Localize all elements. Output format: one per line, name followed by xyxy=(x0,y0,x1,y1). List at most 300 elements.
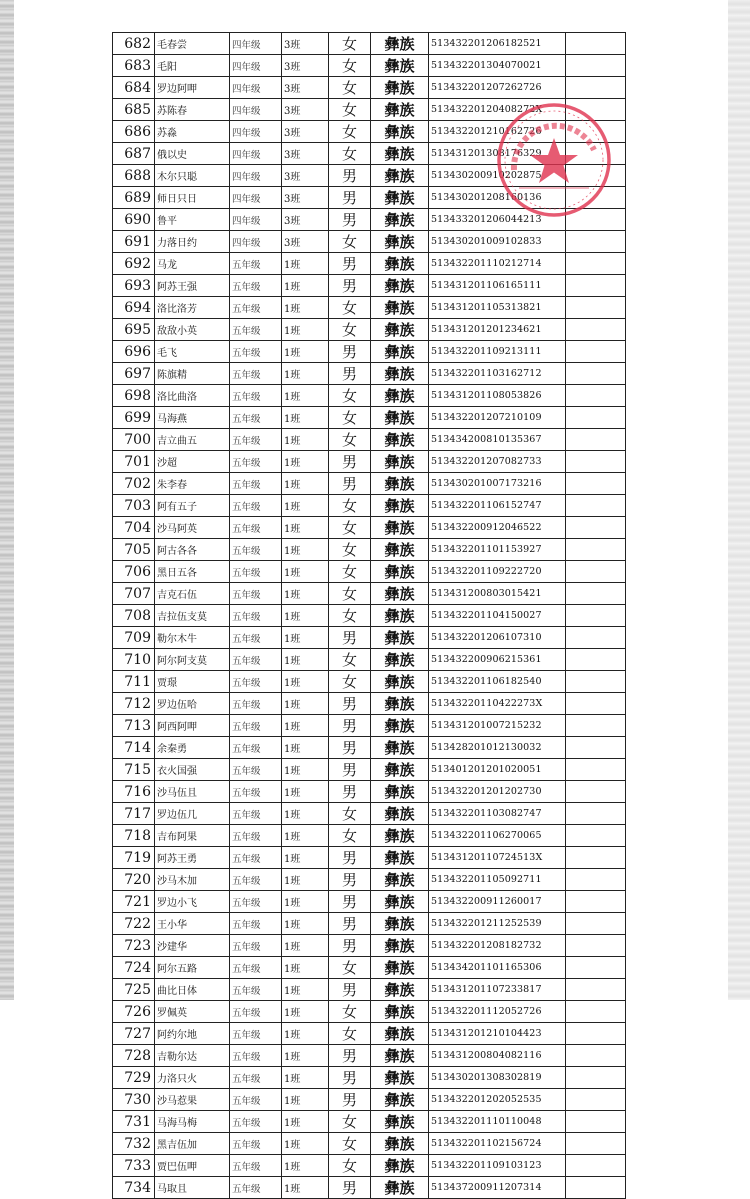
gender-cell: 男 xyxy=(329,781,371,803)
table-row xyxy=(113,341,626,363)
empty-cell xyxy=(566,583,626,605)
grade-cell: 五年级 xyxy=(230,1089,282,1111)
table-row xyxy=(113,1089,626,1111)
ethnicity-cell: 彝族 xyxy=(371,605,429,627)
row-number: 700 xyxy=(113,429,155,451)
ethnicity-cell: 彝族 xyxy=(371,1155,429,1177)
ethnicity-cell: 彝族 xyxy=(371,451,429,473)
class-cell: 3班 xyxy=(282,33,329,55)
row-number: 733 xyxy=(113,1155,155,1177)
table-row xyxy=(113,1023,626,1045)
table-row xyxy=(113,979,626,1001)
id-number-cell: 513432201206107310 xyxy=(429,627,566,649)
table-row xyxy=(113,891,626,913)
empty-cell xyxy=(566,671,626,693)
row-number: 701 xyxy=(113,451,155,473)
student-name: 陈旗精 xyxy=(155,363,230,385)
grade-cell: 五年级 xyxy=(230,1133,282,1155)
table-row xyxy=(113,693,626,715)
gender-cell: 男 xyxy=(329,253,371,275)
class-cell: 1班 xyxy=(282,429,329,451)
row-number: 695 xyxy=(113,319,155,341)
gender-cell: 男 xyxy=(329,891,371,913)
ethnicity-cell: 彝族 xyxy=(371,231,429,253)
table-row xyxy=(113,1155,626,1177)
student-name: 吉勒尔达 xyxy=(155,1045,230,1067)
gender-cell: 女 xyxy=(329,561,371,583)
gender-cell: 男 xyxy=(329,627,371,649)
row-number: 709 xyxy=(113,627,155,649)
id-number-cell: 513431201107233817 xyxy=(429,979,566,1001)
class-cell: 1班 xyxy=(282,297,329,319)
empty-cell xyxy=(566,627,626,649)
ethnicity-cell: 彝族 xyxy=(371,825,429,847)
row-number: 718 xyxy=(113,825,155,847)
row-number: 729 xyxy=(113,1067,155,1089)
grade-cell: 五年级 xyxy=(230,275,282,297)
empty-cell xyxy=(566,737,626,759)
ethnicity-cell: 彝族 xyxy=(371,297,429,319)
student-name: 罗边阿呷 xyxy=(155,77,230,99)
id-number-cell: 513432201106270065 xyxy=(429,825,566,847)
id-number-cell: 513431201308176329 xyxy=(429,143,566,165)
gender-cell: 男 xyxy=(329,1067,371,1089)
row-number: 717 xyxy=(113,803,155,825)
grade-cell: 五年级 xyxy=(230,1067,282,1089)
ethnicity-cell: 彝族 xyxy=(371,671,429,693)
grade-cell: 五年级 xyxy=(230,451,282,473)
row-number: 719 xyxy=(113,847,155,869)
empty-cell xyxy=(566,1023,626,1045)
ethnicity-cell: 彝族 xyxy=(371,495,429,517)
grade-cell: 五年级 xyxy=(230,649,282,671)
table-row xyxy=(113,781,626,803)
row-number: 715 xyxy=(113,759,155,781)
gender-cell: 女 xyxy=(329,33,371,55)
class-cell: 1班 xyxy=(282,759,329,781)
table-row xyxy=(113,803,626,825)
grade-cell: 四年级 xyxy=(230,187,282,209)
ethnicity-cell: 彝族 xyxy=(371,187,429,209)
student-name: 黑吉伍加 xyxy=(155,1133,230,1155)
id-number-cell: 513431201007215232 xyxy=(429,715,566,737)
gender-cell: 女 xyxy=(329,1155,371,1177)
ethnicity-cell: 彝族 xyxy=(371,781,429,803)
scan-edge-left xyxy=(0,0,14,1000)
class-cell: 1班 xyxy=(282,385,329,407)
id-number-cell: 513430200910202875 xyxy=(429,165,566,187)
class-cell: 3班 xyxy=(282,209,329,231)
gender-cell: 男 xyxy=(329,275,371,297)
grade-cell: 五年级 xyxy=(230,671,282,693)
table-row xyxy=(113,407,626,429)
class-cell: 1班 xyxy=(282,275,329,297)
class-cell: 1班 xyxy=(282,957,329,979)
gender-cell: 男 xyxy=(329,737,371,759)
gender-cell: 女 xyxy=(329,825,371,847)
class-cell: 1班 xyxy=(282,517,329,539)
class-cell: 1班 xyxy=(282,671,329,693)
empty-cell xyxy=(566,429,626,451)
id-number-cell: 513430201007173216 xyxy=(429,473,566,495)
id-number-cell: 513432201210162726 xyxy=(429,121,566,143)
student-name: 俄以史 xyxy=(155,143,230,165)
grade-cell: 五年级 xyxy=(230,869,282,891)
table-row xyxy=(113,737,626,759)
row-number: 714 xyxy=(113,737,155,759)
grade-cell: 五年级 xyxy=(230,561,282,583)
ethnicity-cell: 彝族 xyxy=(371,803,429,825)
id-number-cell: 513432200912046522 xyxy=(429,517,566,539)
ethnicity-cell: 彝族 xyxy=(371,209,429,231)
class-cell: 1班 xyxy=(282,1001,329,1023)
id-number-cell: 513432201110212714 xyxy=(429,253,566,275)
table-row xyxy=(113,825,626,847)
ethnicity-cell: 彝族 xyxy=(371,1133,429,1155)
student-name: 吉布阿果 xyxy=(155,825,230,847)
grade-cell: 四年级 xyxy=(230,99,282,121)
grade-cell: 五年级 xyxy=(230,1177,282,1199)
id-number-cell: 513431201106165111 xyxy=(429,275,566,297)
student-name: 洛比曲洛 xyxy=(155,385,230,407)
table-row xyxy=(113,1177,626,1199)
table-row xyxy=(113,715,626,737)
gender-cell: 女 xyxy=(329,143,371,165)
student-name: 苏淼 xyxy=(155,121,230,143)
ethnicity-cell: 彝族 xyxy=(371,319,429,341)
student-name: 阿尔五路 xyxy=(155,957,230,979)
id-number-cell: 513432201106152747 xyxy=(429,495,566,517)
id-number-cell: 51343120110724513X xyxy=(429,847,566,869)
ethnicity-cell: 彝族 xyxy=(371,979,429,1001)
ethnicity-cell: 彝族 xyxy=(371,583,429,605)
class-cell: 1班 xyxy=(282,869,329,891)
class-cell: 1班 xyxy=(282,847,329,869)
empty-cell xyxy=(566,1045,626,1067)
empty-cell xyxy=(566,473,626,495)
gender-cell: 女 xyxy=(329,99,371,121)
empty-cell xyxy=(566,803,626,825)
student-name: 沙建华 xyxy=(155,935,230,957)
grade-cell: 五年级 xyxy=(230,825,282,847)
table-row xyxy=(113,55,626,77)
ethnicity-cell: 彝族 xyxy=(371,473,429,495)
empty-cell xyxy=(566,1067,626,1089)
table-row xyxy=(113,319,626,341)
gender-cell: 女 xyxy=(329,495,371,517)
table-row xyxy=(113,913,626,935)
table-row xyxy=(113,1045,626,1067)
row-number: 731 xyxy=(113,1111,155,1133)
id-number-cell: 513432200911260017 xyxy=(429,891,566,913)
id-number-cell: 51343220120408272X xyxy=(429,99,566,121)
table-row xyxy=(113,429,626,451)
grade-cell: 五年级 xyxy=(230,583,282,605)
student-name: 阿古各各 xyxy=(155,539,230,561)
ethnicity-cell: 彝族 xyxy=(371,891,429,913)
empty-cell xyxy=(566,77,626,99)
ethnicity-cell: 彝族 xyxy=(371,1001,429,1023)
empty-cell xyxy=(566,297,626,319)
grade-cell: 五年级 xyxy=(230,1045,282,1067)
id-number-cell: 513431200803015421 xyxy=(429,583,566,605)
empty-cell xyxy=(566,1111,626,1133)
grade-cell: 五年级 xyxy=(230,935,282,957)
student-name: 吉克石伍 xyxy=(155,583,230,605)
id-number-cell: 513432201103082747 xyxy=(429,803,566,825)
row-number: 694 xyxy=(113,297,155,319)
id-number-cell: 513432201102156724 xyxy=(429,1133,566,1155)
grade-cell: 五年级 xyxy=(230,1001,282,1023)
id-number-cell: 513431201210104423 xyxy=(429,1023,566,1045)
row-number: 711 xyxy=(113,671,155,693)
student-name: 罗佩英 xyxy=(155,1001,230,1023)
grade-cell: 五年级 xyxy=(230,627,282,649)
class-cell: 1班 xyxy=(282,539,329,561)
grade-cell: 五年级 xyxy=(230,979,282,1001)
student-name: 阿尔阿支莫 xyxy=(155,649,230,671)
grade-cell: 五年级 xyxy=(230,737,282,759)
class-cell: 1班 xyxy=(282,1023,329,1045)
row-number: 683 xyxy=(113,55,155,77)
student-name: 勒尔木牛 xyxy=(155,627,230,649)
student-name: 阿西阿呷 xyxy=(155,715,230,737)
table-row xyxy=(113,473,626,495)
ethnicity-cell: 彝族 xyxy=(371,1023,429,1045)
student-name: 阿约尔地 xyxy=(155,1023,230,1045)
class-cell: 3班 xyxy=(282,231,329,253)
ethnicity-cell: 彝族 xyxy=(371,1177,429,1199)
class-cell: 1班 xyxy=(282,605,329,627)
ethnicity-cell: 彝族 xyxy=(371,517,429,539)
class-cell: 1班 xyxy=(282,319,329,341)
class-cell: 3班 xyxy=(282,187,329,209)
student-name: 敌敌小英 xyxy=(155,319,230,341)
empty-cell xyxy=(566,253,626,275)
gender-cell: 女 xyxy=(329,121,371,143)
row-number: 693 xyxy=(113,275,155,297)
grade-cell: 五年级 xyxy=(230,319,282,341)
gender-cell: 男 xyxy=(329,759,371,781)
empty-cell xyxy=(566,759,626,781)
table-row xyxy=(113,847,626,869)
table-row xyxy=(113,649,626,671)
grade-cell: 五年级 xyxy=(230,693,282,715)
row-number: 726 xyxy=(113,1001,155,1023)
empty-cell xyxy=(566,275,626,297)
id-number-cell: 513431201105313821 xyxy=(429,297,566,319)
row-number: 725 xyxy=(113,979,155,1001)
class-cell: 1班 xyxy=(282,1177,329,1199)
row-number: 686 xyxy=(113,121,155,143)
student-name: 马龙 xyxy=(155,253,230,275)
gender-cell: 男 xyxy=(329,715,371,737)
gender-cell: 女 xyxy=(329,649,371,671)
id-number-cell: 513432201206182521 xyxy=(429,33,566,55)
grade-cell: 四年级 xyxy=(230,77,282,99)
grade-cell: 五年级 xyxy=(230,407,282,429)
student-name: 罗边伍哈 xyxy=(155,693,230,715)
grade-cell: 五年级 xyxy=(230,539,282,561)
gender-cell: 女 xyxy=(329,1111,371,1133)
gender-cell: 男 xyxy=(329,1045,371,1067)
id-number-cell: 513432201207082733 xyxy=(429,451,566,473)
gender-cell: 女 xyxy=(329,671,371,693)
class-cell: 1班 xyxy=(282,561,329,583)
table-row xyxy=(113,253,626,275)
table-row xyxy=(113,275,626,297)
student-name: 黑日五各 xyxy=(155,561,230,583)
grade-cell: 五年级 xyxy=(230,605,282,627)
row-number: 713 xyxy=(113,715,155,737)
student-name: 沙马惹果 xyxy=(155,1089,230,1111)
ethnicity-cell: 彝族 xyxy=(371,341,429,363)
row-number: 720 xyxy=(113,869,155,891)
gender-cell: 女 xyxy=(329,1133,371,1155)
ethnicity-cell: 彝族 xyxy=(371,1111,429,1133)
ethnicity-cell: 彝族 xyxy=(371,121,429,143)
grade-cell: 五年级 xyxy=(230,253,282,275)
id-number-cell: 513432201104150027 xyxy=(429,605,566,627)
student-name: 罗边小飞 xyxy=(155,891,230,913)
id-number-cell: 513430201208160136 xyxy=(429,187,566,209)
grade-cell: 五年级 xyxy=(230,891,282,913)
ethnicity-cell: 彝族 xyxy=(371,1067,429,1089)
class-cell: 1班 xyxy=(282,1067,329,1089)
id-number-cell: 513431200804082116 xyxy=(429,1045,566,1067)
table-row xyxy=(113,671,626,693)
id-number-cell: 513432201112052726 xyxy=(429,1001,566,1023)
grade-cell: 五年级 xyxy=(230,803,282,825)
gender-cell: 男 xyxy=(329,1177,371,1199)
ethnicity-cell: 彝族 xyxy=(371,275,429,297)
id-number-cell: 51343220110422273X xyxy=(429,693,566,715)
student-name: 毛飞 xyxy=(155,341,230,363)
id-number-cell: 513432201109103123 xyxy=(429,1155,566,1177)
class-cell: 1班 xyxy=(282,781,329,803)
table-row xyxy=(113,561,626,583)
id-number-cell: 513434200810135367 xyxy=(429,429,566,451)
class-cell: 1班 xyxy=(282,1045,329,1067)
student-name: 力洛只火 xyxy=(155,1067,230,1089)
ethnicity-cell: 彝族 xyxy=(371,77,429,99)
grade-cell: 五年级 xyxy=(230,847,282,869)
empty-cell xyxy=(566,341,626,363)
gender-cell: 女 xyxy=(329,1001,371,1023)
grade-cell: 五年级 xyxy=(230,363,282,385)
row-number: 696 xyxy=(113,341,155,363)
row-number: 712 xyxy=(113,693,155,715)
ethnicity-cell: 彝族 xyxy=(371,429,429,451)
grade-cell: 五年级 xyxy=(230,341,282,363)
row-number: 708 xyxy=(113,605,155,627)
gender-cell: 男 xyxy=(329,363,371,385)
empty-cell xyxy=(566,407,626,429)
student-name: 朱李春 xyxy=(155,473,230,495)
empty-cell xyxy=(566,957,626,979)
student-name: 鲁平 xyxy=(155,209,230,231)
row-number: 734 xyxy=(113,1177,155,1199)
table-row xyxy=(113,1067,626,1089)
ethnicity-cell: 彝族 xyxy=(371,99,429,121)
id-number-cell: 513432201304070021 xyxy=(429,55,566,77)
grade-cell: 五年级 xyxy=(230,1155,282,1177)
ethnicity-cell: 彝族 xyxy=(371,385,429,407)
ethnicity-cell: 彝族 xyxy=(371,627,429,649)
gender-cell: 男 xyxy=(329,913,371,935)
id-number-cell: 513432200906215361 xyxy=(429,649,566,671)
row-number: 691 xyxy=(113,231,155,253)
class-cell: 1班 xyxy=(282,363,329,385)
empty-cell xyxy=(566,913,626,935)
id-number-cell: 513432201101153927 xyxy=(429,539,566,561)
gender-cell: 男 xyxy=(329,847,371,869)
grade-cell: 五年级 xyxy=(230,913,282,935)
ethnicity-cell: 彝族 xyxy=(371,869,429,891)
class-cell: 1班 xyxy=(282,979,329,1001)
gender-cell: 女 xyxy=(329,77,371,99)
empty-cell xyxy=(566,55,626,77)
gender-cell: 女 xyxy=(329,319,371,341)
student-name: 吉拉伍支莫 xyxy=(155,605,230,627)
student-name: 王小华 xyxy=(155,913,230,935)
gender-cell: 女 xyxy=(329,407,371,429)
id-number-cell: 513428201012130032 xyxy=(429,737,566,759)
id-number-cell: 513432201208182732 xyxy=(429,935,566,957)
gender-cell: 男 xyxy=(329,165,371,187)
gender-cell: 男 xyxy=(329,473,371,495)
grade-cell: 五年级 xyxy=(230,495,282,517)
gender-cell: 女 xyxy=(329,803,371,825)
gender-cell: 女 xyxy=(329,605,371,627)
table-row xyxy=(113,517,626,539)
id-number-cell: 513432201211252539 xyxy=(429,913,566,935)
student-name: 阿有五子 xyxy=(155,495,230,517)
grade-cell: 四年级 xyxy=(230,121,282,143)
star-icon xyxy=(530,138,578,183)
gender-cell: 女 xyxy=(329,297,371,319)
table-row xyxy=(113,363,626,385)
class-cell: 1班 xyxy=(282,715,329,737)
empty-cell xyxy=(566,363,626,385)
scan-edge-right xyxy=(728,0,750,1000)
row-number: 698 xyxy=(113,385,155,407)
ethnicity-cell: 彝族 xyxy=(371,55,429,77)
gender-cell: 男 xyxy=(329,341,371,363)
student-name: 贾璟 xyxy=(155,671,230,693)
ethnicity-cell: 彝族 xyxy=(371,165,429,187)
row-number: 688 xyxy=(113,165,155,187)
table-row xyxy=(113,1111,626,1133)
student-name: 阿苏王勇 xyxy=(155,847,230,869)
row-number: 699 xyxy=(113,407,155,429)
class-cell: 3班 xyxy=(282,143,329,165)
row-number: 716 xyxy=(113,781,155,803)
row-number: 702 xyxy=(113,473,155,495)
student-name: 沙马阿英 xyxy=(155,517,230,539)
gender-cell: 男 xyxy=(329,979,371,1001)
row-number: 721 xyxy=(113,891,155,913)
class-cell: 1班 xyxy=(282,627,329,649)
empty-cell xyxy=(566,1133,626,1155)
ethnicity-cell: 彝族 xyxy=(371,363,429,385)
empty-cell xyxy=(566,495,626,517)
grade-cell: 四年级 xyxy=(230,231,282,253)
grade-cell: 五年级 xyxy=(230,759,282,781)
id-number-cell: 513432201103162712 xyxy=(429,363,566,385)
ethnicity-cell: 彝族 xyxy=(371,847,429,869)
empty-cell xyxy=(566,319,626,341)
